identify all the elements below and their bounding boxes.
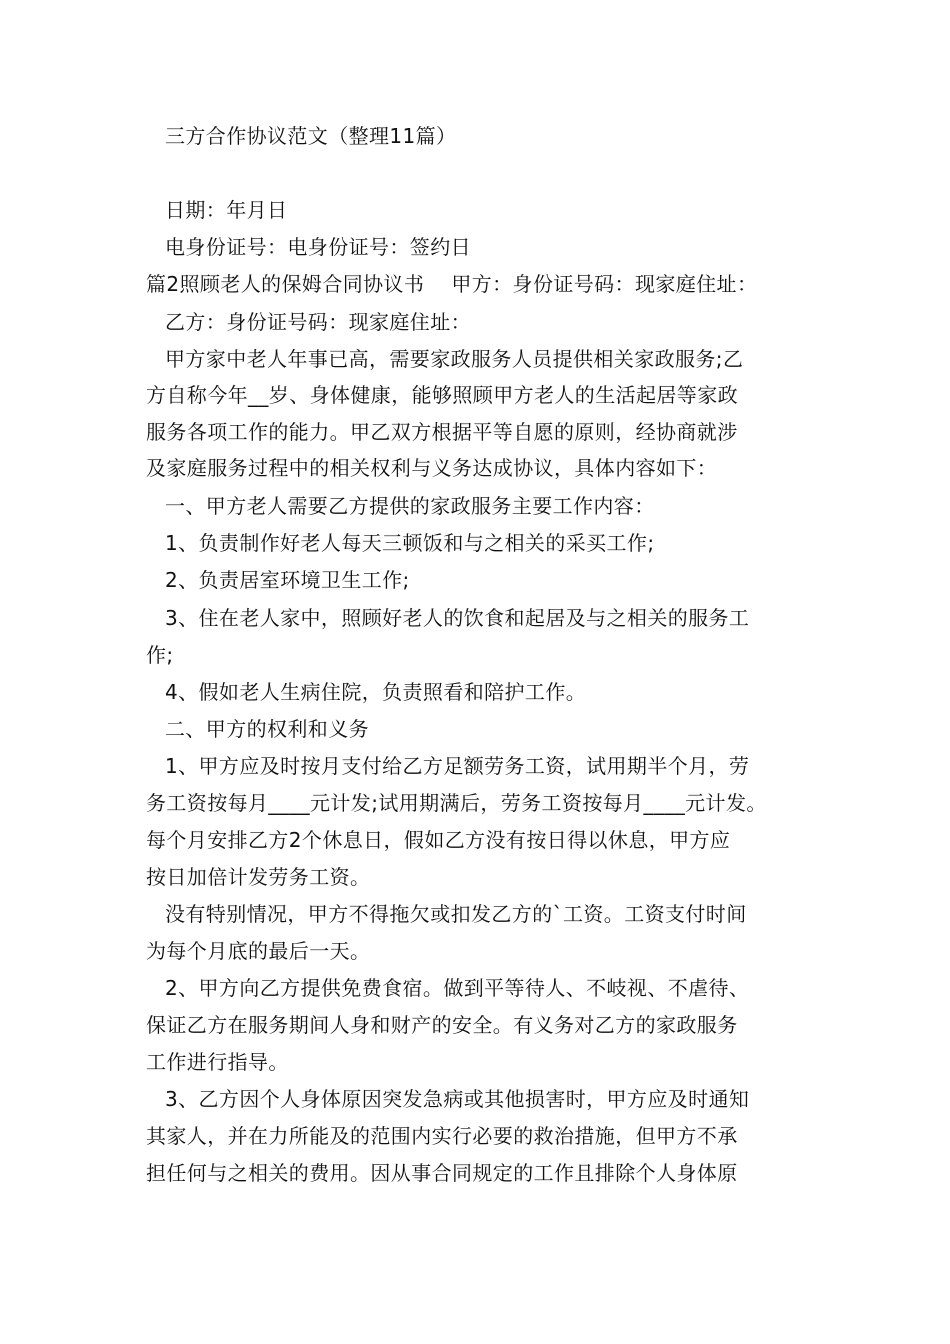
paragraph-line: 其家人，并在力所能及的范围内实行必要的救治措施，但甲方不承	[146, 1124, 738, 1148]
paragraph-line: 按日加倍计发劳务工资。	[146, 865, 371, 889]
id-line: 电身份证号：电身份证号：签约日	[165, 235, 471, 259]
paragraph-line: 2、甲方向乙方提供免费食宿。做到平等待人、不岐视、不虐待、	[165, 976, 750, 1000]
paragraph-line: 1、甲方应及时按月支付给乙方足额劳务工资，试用期半个月，劳	[165, 754, 750, 778]
clause-item: 3、住在老人家中，照顾好老人的饮食和起居及与之相关的服务工	[165, 606, 750, 630]
paragraph-line: 工作进行指导。	[146, 1050, 289, 1074]
paragraph-line: 甲方家中老人年事已高，需要家政服务人员提供相关家政服务;乙	[165, 347, 744, 371]
paragraph-line: 担任何与之相关的费用。因从事合同规定的工作且排除个人身体原	[146, 1161, 738, 1185]
paragraph-line: 每个月安排乙方2个休息日，假如乙方没有按日得以休息，甲方应	[146, 828, 731, 852]
paragraph-line: 方自称今年__岁、身体健康，能够照顾甲方老人的生活起居等家政	[146, 383, 738, 407]
paragraph-line: 及家庭服务过程中的相关权利与义务达成协议，具体内容如下：	[146, 456, 718, 480]
party-b-line: 乙方：身份证号码：现家庭住址：	[165, 310, 471, 334]
paragraph-line: 没有特别情况，甲方不得拖欠或扣发乙方的`工资。工资支付时间	[165, 902, 747, 926]
date-line: 日期：年月日	[165, 198, 288, 222]
clause-heading: 二、甲方的权利和义务	[165, 717, 369, 741]
paragraph-line: 3、乙方因个人身体原因突发急病或其他损害时，甲方应及时通知	[165, 1087, 750, 1111]
clause-item: 2、负责居室环境卫生工作;	[165, 568, 410, 592]
clause-item: 4、假如老人生病住院，负责照看和陪护工作。	[165, 680, 587, 704]
section-heading: 篇2照顾老人的保姆合同协议书 甲方：身份证号码：现家庭住址：	[146, 272, 758, 296]
paragraph-line: 保证乙方在服务期间人身和财产的安全。有义务对乙方的家政服务	[146, 1013, 738, 1037]
document-title: 三方合作协议范文（整理11篇）	[165, 124, 457, 148]
clause-heading: 一、甲方老人需要乙方提供的家政服务主要工作内容：	[165, 494, 655, 518]
clause-item: 作;	[146, 643, 174, 667]
paragraph-line: 务工资按每月____元计发;试用期满后，劳务工资按每月____元计发。	[146, 791, 767, 815]
clause-item: 1、负责制作好老人每天三顿饭和与之相关的采买工作;	[165, 531, 655, 555]
paragraph-line: 为每个月底的最后一天。	[146, 939, 371, 963]
paragraph-line: 服务各项工作的能力。甲乙双方根据平等自愿的原则，经协商就涉	[146, 420, 738, 444]
